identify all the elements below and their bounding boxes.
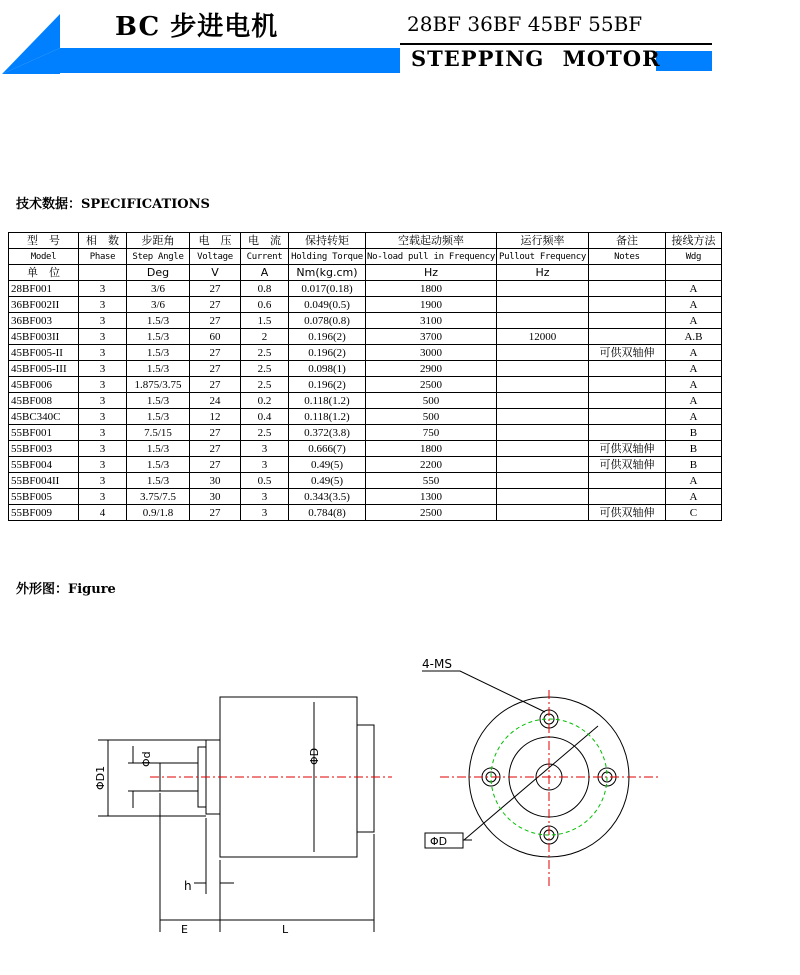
table-cell: [588, 313, 665, 329]
table-cell: 0.5: [241, 473, 289, 489]
table-cell: [496, 441, 588, 457]
table-cell: 12: [190, 409, 241, 425]
table-cell: 45BF005-II: [9, 345, 79, 361]
table-cell: 3: [241, 489, 289, 505]
table-row: [9, 425, 722, 441]
table-cell: 3: [79, 409, 127, 425]
page-title-english: STEPPING MOTOR: [411, 46, 661, 71]
table-cell: A: [241, 265, 289, 281]
table-cell: 3: [79, 361, 127, 377]
table-cell: 3700: [366, 329, 497, 345]
table-cell: [496, 281, 588, 297]
table-row: [9, 345, 722, 361]
table-cell: 2: [241, 329, 289, 345]
table-header-row-en: [9, 249, 722, 265]
table-cell: 型 号: [9, 233, 79, 249]
table-cell: 2500: [366, 377, 497, 393]
e-label: E: [181, 923, 188, 936]
table-units-row: [9, 265, 722, 281]
table-cell: 3: [79, 329, 127, 345]
table-cell: 备注: [588, 233, 665, 249]
table-cell: 27: [190, 457, 241, 473]
table-cell: 2500: [366, 505, 497, 521]
table-cell: 55BF001: [9, 425, 79, 441]
table-cell: 3/6: [127, 281, 190, 297]
table-cell: A: [665, 377, 721, 393]
specifications-table: [8, 232, 722, 521]
table-cell: 3: [241, 505, 289, 521]
table-cell: [496, 313, 588, 329]
table-cell: 27: [190, 377, 241, 393]
table-cell: A: [665, 345, 721, 361]
table-cell: Holding Torque: [289, 249, 366, 265]
table-cell: 3: [79, 377, 127, 393]
table-cell: 1.5: [241, 313, 289, 329]
table-cell: [588, 409, 665, 425]
table-cell: 7.5/15: [127, 425, 190, 441]
table-cell: 0.784(8): [289, 505, 366, 521]
table-cell: 3: [79, 345, 127, 361]
table-cell: 45BF003II: [9, 329, 79, 345]
table-cell: Deg: [127, 265, 190, 281]
table-cell: B: [665, 457, 721, 473]
table-cell: 1900: [366, 297, 497, 313]
table-cell: 0.196(2): [289, 345, 366, 361]
table-cell: 0.49(5): [289, 457, 366, 473]
header-right-block: [656, 51, 712, 71]
table-cell: 24: [190, 393, 241, 409]
table-cell: A: [665, 313, 721, 329]
table-cell: 0.372(3.8): [289, 425, 366, 441]
table-cell: 2.5: [241, 425, 289, 441]
table-cell: [496, 505, 588, 521]
table-cell: 0.343(3.5): [289, 489, 366, 505]
table-cell: [588, 265, 665, 281]
table-cell: No-load pull in Frequency: [366, 249, 497, 265]
rear-cap: [357, 725, 374, 832]
table-cell: 可供双轴伸: [588, 345, 665, 361]
table-cell: [496, 377, 588, 393]
table-cell: A.B: [665, 329, 721, 345]
body-d-label: ΦD: [308, 747, 321, 765]
table-cell: 0.078(0.8): [289, 313, 366, 329]
table-cell: [588, 489, 665, 505]
table-cell: 3: [79, 393, 127, 409]
table-cell: [496, 361, 588, 377]
table-cell: 1800: [366, 281, 497, 297]
table-cell: A: [665, 361, 721, 377]
table-cell: C: [665, 505, 721, 521]
table-row: [9, 393, 722, 409]
table-cell: 1300: [366, 489, 497, 505]
table-row: [9, 361, 722, 377]
table-cell: [588, 361, 665, 377]
table-cell: 1.5/3: [127, 329, 190, 345]
table-cell: 3: [79, 281, 127, 297]
model-series: 28BF 36BF 45BF 55BF: [407, 12, 643, 36]
table-row: [9, 489, 722, 505]
table-cell: 27: [190, 297, 241, 313]
d-outer-label: ΦD: [430, 835, 448, 848]
table-cell: 27: [190, 425, 241, 441]
table-cell: [588, 377, 665, 393]
table-cell: A: [665, 281, 721, 297]
table-cell: 55BF004II: [9, 473, 79, 489]
table-cell: 27: [190, 345, 241, 361]
table-cell: 1.5/3: [127, 409, 190, 425]
table-cell: 3: [241, 457, 289, 473]
table-cell: 500: [366, 409, 497, 425]
table-cell: 4: [79, 505, 127, 521]
table-cell: 36BF002II: [9, 297, 79, 313]
table-cell: 0.2: [241, 393, 289, 409]
table-cell: 1.5/3: [127, 345, 190, 361]
table-cell: 1.5/3: [127, 361, 190, 377]
table-row: [9, 281, 722, 297]
table-cell: 750: [366, 425, 497, 441]
table-cell: 0.118(1.2): [289, 409, 366, 425]
table-cell: 3: [79, 425, 127, 441]
table-cell: 0.4: [241, 409, 289, 425]
table-row: [9, 329, 722, 345]
table-cell: 45BF005-III: [9, 361, 79, 377]
table-cell: Model: [9, 249, 79, 265]
table-cell: B: [665, 441, 721, 457]
table-cell: 3: [241, 441, 289, 457]
table-cell: [588, 393, 665, 409]
table-cell: 0.9/1.8: [127, 505, 190, 521]
table-cell: 0.049(0.5): [289, 297, 366, 313]
table-cell: 27: [190, 505, 241, 521]
table-cell: 3: [79, 297, 127, 313]
table-cell: V: [190, 265, 241, 281]
table-cell: 55BF005: [9, 489, 79, 505]
table-cell: [496, 393, 588, 409]
table-cell: [496, 409, 588, 425]
table-cell: 可供双轴伸: [588, 505, 665, 521]
page-title: BC 步进电机: [115, 12, 279, 42]
table-row: [9, 473, 722, 489]
table-cell: 相 数: [79, 233, 127, 249]
table-cell: [588, 473, 665, 489]
table-header-row-cn: [9, 233, 722, 249]
table-cell: Voltage: [190, 249, 241, 265]
ms-label: 4-MS: [422, 657, 452, 671]
table-cell: [588, 425, 665, 441]
table-cell: 28BF001: [9, 281, 79, 297]
table-cell: 0.196(2): [289, 329, 366, 345]
table-cell: Nm(kg.cm): [289, 265, 366, 281]
table-row: [9, 457, 722, 473]
ms-leader: [422, 671, 545, 712]
table-cell: [496, 489, 588, 505]
table-cell: 0.118(1.2): [289, 393, 366, 409]
table-cell: 45BF006: [9, 377, 79, 393]
table-cell: 55BF004: [9, 457, 79, 473]
table-row: [9, 505, 722, 521]
table-cell: 可供双轴伸: [588, 441, 665, 457]
table-cell: 27: [190, 313, 241, 329]
table-cell: A: [665, 409, 721, 425]
table-cell: Hz: [496, 265, 588, 281]
table-cell: 电 压: [190, 233, 241, 249]
table-cell: 12000: [496, 329, 588, 345]
table-cell: 36BF003: [9, 313, 79, 329]
table-cell: Current: [241, 249, 289, 265]
table-row: [9, 441, 722, 457]
table-cell: 0.098(1): [289, 361, 366, 377]
table-cell: 2.5: [241, 377, 289, 393]
table-cell: 电 流: [241, 233, 289, 249]
table-cell: Step Angle: [127, 249, 190, 265]
table-cell: 1.5/3: [127, 441, 190, 457]
table-cell: 2.5: [241, 361, 289, 377]
table-row: [9, 297, 722, 313]
table-cell: [665, 265, 721, 281]
table-cell: 27: [190, 441, 241, 457]
table-cell: Wdg: [665, 249, 721, 265]
table-cell: A: [665, 393, 721, 409]
table-cell: 3: [79, 473, 127, 489]
table-cell: [496, 345, 588, 361]
table-cell: Phase: [79, 249, 127, 265]
table-cell: 2.5: [241, 345, 289, 361]
table-cell: 0.6: [241, 297, 289, 313]
table-cell: 保持转矩: [289, 233, 366, 249]
table-cell: 可供双轴伸: [588, 457, 665, 473]
table-cell: 3: [79, 489, 127, 505]
specifications-heading: 技术数据：SPECIFICATIONS: [16, 197, 210, 212]
table-cell: [588, 297, 665, 313]
table-cell: 3.75/7.5: [127, 489, 190, 505]
table-cell: 60: [190, 329, 241, 345]
table-cell: 45BC340C: [9, 409, 79, 425]
table-cell: 55BF009: [9, 505, 79, 521]
table-cell: 3: [79, 441, 127, 457]
table-cell: 3/6: [127, 297, 190, 313]
table-cell: 45BF008: [9, 393, 79, 409]
table-cell: 0.666(7): [289, 441, 366, 457]
table-cell: 空载起动频率: [366, 233, 497, 249]
outline-drawing: [0, 640, 800, 975]
table-cell: Pullout Frequency: [496, 249, 588, 265]
table-cell: 3: [79, 313, 127, 329]
figure-heading: 外形图：Figure: [16, 582, 116, 597]
table-cell: [79, 265, 127, 281]
table-cell: [588, 329, 665, 345]
table-cell: 3: [79, 457, 127, 473]
table-cell: 3000: [366, 345, 497, 361]
table-cell: 27: [190, 281, 241, 297]
d1-label: ΦD1: [94, 765, 107, 790]
table-cell: 运行频率: [496, 233, 588, 249]
table-cell: 3100: [366, 313, 497, 329]
table-cell: 0.196(2): [289, 377, 366, 393]
table-cell: 27: [190, 361, 241, 377]
d-label: Φd: [140, 751, 153, 767]
table-cell: 1.5/3: [127, 393, 190, 409]
table-cell: 单 位: [9, 265, 79, 281]
table-cell: [496, 425, 588, 441]
table-cell: 550: [366, 473, 497, 489]
table-row: [9, 377, 722, 393]
table-cell: 1800: [366, 441, 497, 457]
table-cell: 55BF003: [9, 441, 79, 457]
table-cell: 30: [190, 473, 241, 489]
table-cell: 0.8: [241, 281, 289, 297]
table-cell: [496, 457, 588, 473]
table-cell: Hz: [366, 265, 497, 281]
table-cell: A: [665, 489, 721, 505]
table-cell: 接线方法: [665, 233, 721, 249]
table-cell: A: [665, 473, 721, 489]
table-cell: 1.5/3: [127, 473, 190, 489]
table-cell: 30: [190, 489, 241, 505]
table-cell: 0.49(5): [289, 473, 366, 489]
table-cell: [496, 297, 588, 313]
table-cell: 2200: [366, 457, 497, 473]
table-row: [9, 409, 722, 425]
table-cell: 0.017(0.18): [289, 281, 366, 297]
table-cell: 1.5/3: [127, 457, 190, 473]
table-cell: 步距角: [127, 233, 190, 249]
table-row: [9, 313, 722, 329]
h-label: h: [184, 879, 192, 893]
table-cell: 2900: [366, 361, 497, 377]
table-cell: 1.5/3: [127, 313, 190, 329]
table-cell: Notes: [588, 249, 665, 265]
table-cell: A: [665, 297, 721, 313]
table-cell: 1.875/3.75: [127, 377, 190, 393]
table-cell: 500: [366, 393, 497, 409]
header-bar: [60, 48, 400, 73]
table-cell: [496, 473, 588, 489]
table-cell: B: [665, 425, 721, 441]
table-cell: [588, 281, 665, 297]
l-label: L: [282, 923, 289, 936]
